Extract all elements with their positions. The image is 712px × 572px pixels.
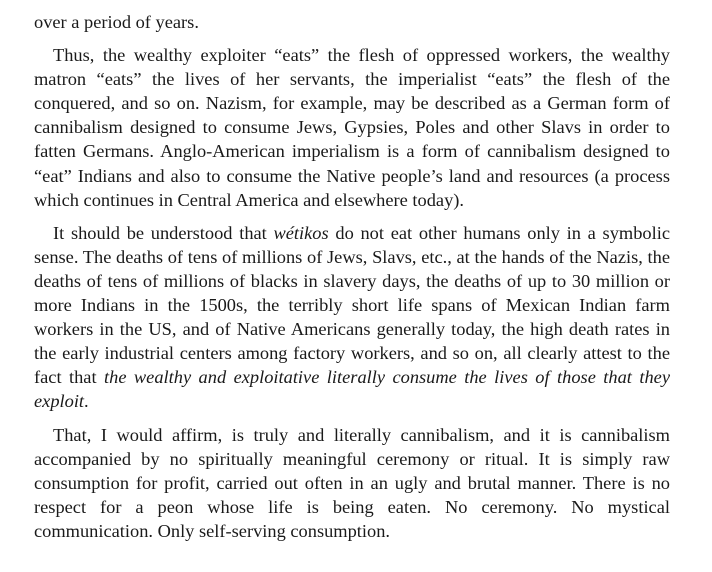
text-segment: do not eat other humans only in a symbolic sense. The deaths of tens of millions of Jews, Slavs, etc., at the hands of the Nazis, the deaths of tens of millions of blacks in slavery days, the deaths of up to 30 million or more Indians in the 1500s, the terribly short life spans of Mexican Indian farm workers in the US, and of Native Americans generally today, the high death rates in the early industrial centers among factory workers, and so on, all clearly attest to the fact that <box>34 222 670 388</box>
document-page <box>34 10 670 543</box>
paragraph-continuation <box>34 10 670 34</box>
italic-term: wétikos <box>273 222 329 243</box>
paragraph-wetikos <box>34 221 670 414</box>
paragraph-conclusion <box>34 423 670 543</box>
text-segment: It should be understood that <box>53 222 274 243</box>
text-segment: Thus, the wealthy exploiter “eats” the flesh of oppressed workers, the wealthy matron “eats” the lives of her servants, the imperialist “eats” the flesh of the conquered, and so on. Nazism, for example, may be described as a German form of cannibalism designed to consume Jews, Gypsies, Poles and other Slavs in order to fatten Germans. Anglo-American imperialism is a form of cannibalism designed to “eat” Indians and also to consume the Native people’s land and resources (a process which continues in Central America and elsewhere today). <box>34 45 670 210</box>
text-segment: That, I would affirm, is truly and literally cannibalism, and it is cannibalism accompanied by no spiritually meaningful ceremony or ritual. It is simply raw consumption for profit, carried out often in an ugly and brutal manner. There is no respect for a peon whose life is being eaten. No ceremony. No mystical communication. Only self-serving consumption. <box>34 424 670 541</box>
text-segment: . <box>84 391 89 412</box>
italic-emphasis: the wealthy and exploitative literally consume the lives of those that they exploit <box>34 367 670 412</box>
paragraph-cannibalism-metaphor <box>34 43 670 212</box>
text-segment: over a period of years. <box>34 12 199 32</box>
